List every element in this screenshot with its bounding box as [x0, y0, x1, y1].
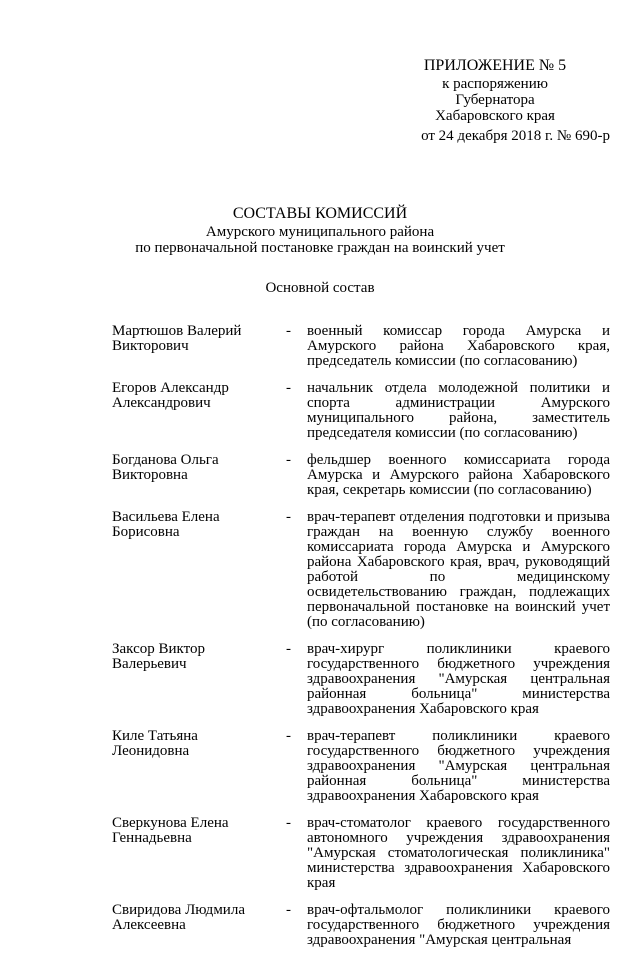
member-name [112, 816, 282, 846]
member-role: начальник отдела молодежной политики и спорта администрации Амурского муниципального района, заместитель председателя комиссии (по согласованию) [307, 380, 610, 441]
member-name-line: Заксор Виктор [112, 641, 205, 657]
member-dash: - [286, 323, 291, 339]
member-entry [112, 510, 612, 630]
member-name-line: Алексеевна [112, 917, 186, 933]
member-entry [112, 903, 612, 948]
appendix-block [380, 58, 610, 144]
member-name-line: Свиридова Людмила [112, 902, 245, 918]
member-name-line: Мартюшов Валерий [112, 323, 242, 339]
member-entry [112, 729, 612, 804]
member-name-line: Киле Татьяна [112, 728, 198, 744]
appendix-title: ПРИЛОЖЕНИЕ № 5 [423, 57, 567, 74]
document-title: СОСТАВЫ КОМИССИЙ [232, 205, 408, 222]
member-name [112, 324, 282, 354]
member-name-line: Сверкунова Елена [112, 815, 229, 831]
member-name [112, 642, 282, 672]
member-name [112, 453, 282, 483]
member-name-line: Егоров Александр [112, 380, 229, 396]
member-name-line: Леонидовна [112, 743, 190, 759]
member-entry [112, 642, 612, 717]
appendix-line: Губернатора [455, 92, 535, 108]
member-dash: - [286, 728, 291, 744]
member-name [112, 729, 282, 759]
document-heading [80, 206, 560, 296]
document-subtitle: Амурского муниципального района [205, 224, 435, 240]
member-role: врач-терапевт отделения подготовки и призыва граждан на военную службу военного комиссариата города Амурска и Амурского района Хабаровского края, врач, руководящий работой по медицинскому освидетельствованию граждан, подлежащих первоначальной постановке на воинский учет (по согласованию) [307, 509, 610, 630]
member-name-line: Геннадьевна [112, 830, 192, 846]
member-role: врач-хирург поликлиники краевого государственного бюджетного учреждения здравоохранения "Амурская центральная районная больница" министерства здравоохранения Хабаровского края [307, 641, 610, 717]
member-entry [112, 816, 612, 891]
member-role: врач-терапевт поликлиники краевого государственного бюджетного учреждения здравоохранения "Амурская центральная районная больница" министерства здравоохранения Хабаровского края [307, 728, 610, 804]
member-name [112, 381, 282, 411]
members-list [112, 324, 612, 960]
member-entry [112, 381, 612, 441]
member-role: врач-стоматолог краевого государственного автономного учреждения здравоохранения "Амурская стоматологическая поликлиника" министерства здравоохранения Хабаровского края [307, 815, 610, 891]
member-name-line: Валерьевич [112, 656, 187, 672]
member-dash: - [286, 380, 291, 396]
document-subtitle: по первоначальной постановке граждан на воинский учет [135, 240, 505, 256]
member-entry [112, 453, 612, 498]
member-role: врач-офтальмолог поликлиники краевого государственного бюджетного учреждения здравоохранения "Амурская центральная [307, 902, 610, 948]
member-dash: - [286, 452, 291, 468]
member-name [112, 510, 282, 540]
member-role: фельдшер военного комиссариата города Амурска и Амурского района Хабаровского края, секретарь комиссии (по согласованию) [307, 452, 610, 498]
section-title: Основной состав [265, 280, 375, 296]
member-name-line: Васильева Елена [112, 509, 220, 525]
member-dash: - [286, 902, 291, 918]
member-role: военный комиссар города Амурска и Амурского района Хабаровского края, председатель комиссии (по согласованию) [307, 323, 610, 369]
member-entry [112, 324, 612, 369]
member-name-line: Александрович [112, 395, 211, 411]
member-name-line: Борисовна [112, 524, 180, 540]
member-name-line: Викторовна [112, 467, 188, 483]
member-dash: - [286, 815, 291, 831]
appendix-line: к распоряжению [442, 76, 548, 92]
member-name-line: Викторович [112, 338, 189, 354]
member-dash: - [286, 641, 291, 657]
member-name [112, 903, 282, 933]
appendix-date: от 24 декабря 2018 г. № 690-р [421, 128, 610, 144]
member-dash: - [286, 509, 291, 525]
member-name-line: Богданова Ольга [112, 452, 219, 468]
appendix-line: Хабаровского края [435, 108, 555, 124]
